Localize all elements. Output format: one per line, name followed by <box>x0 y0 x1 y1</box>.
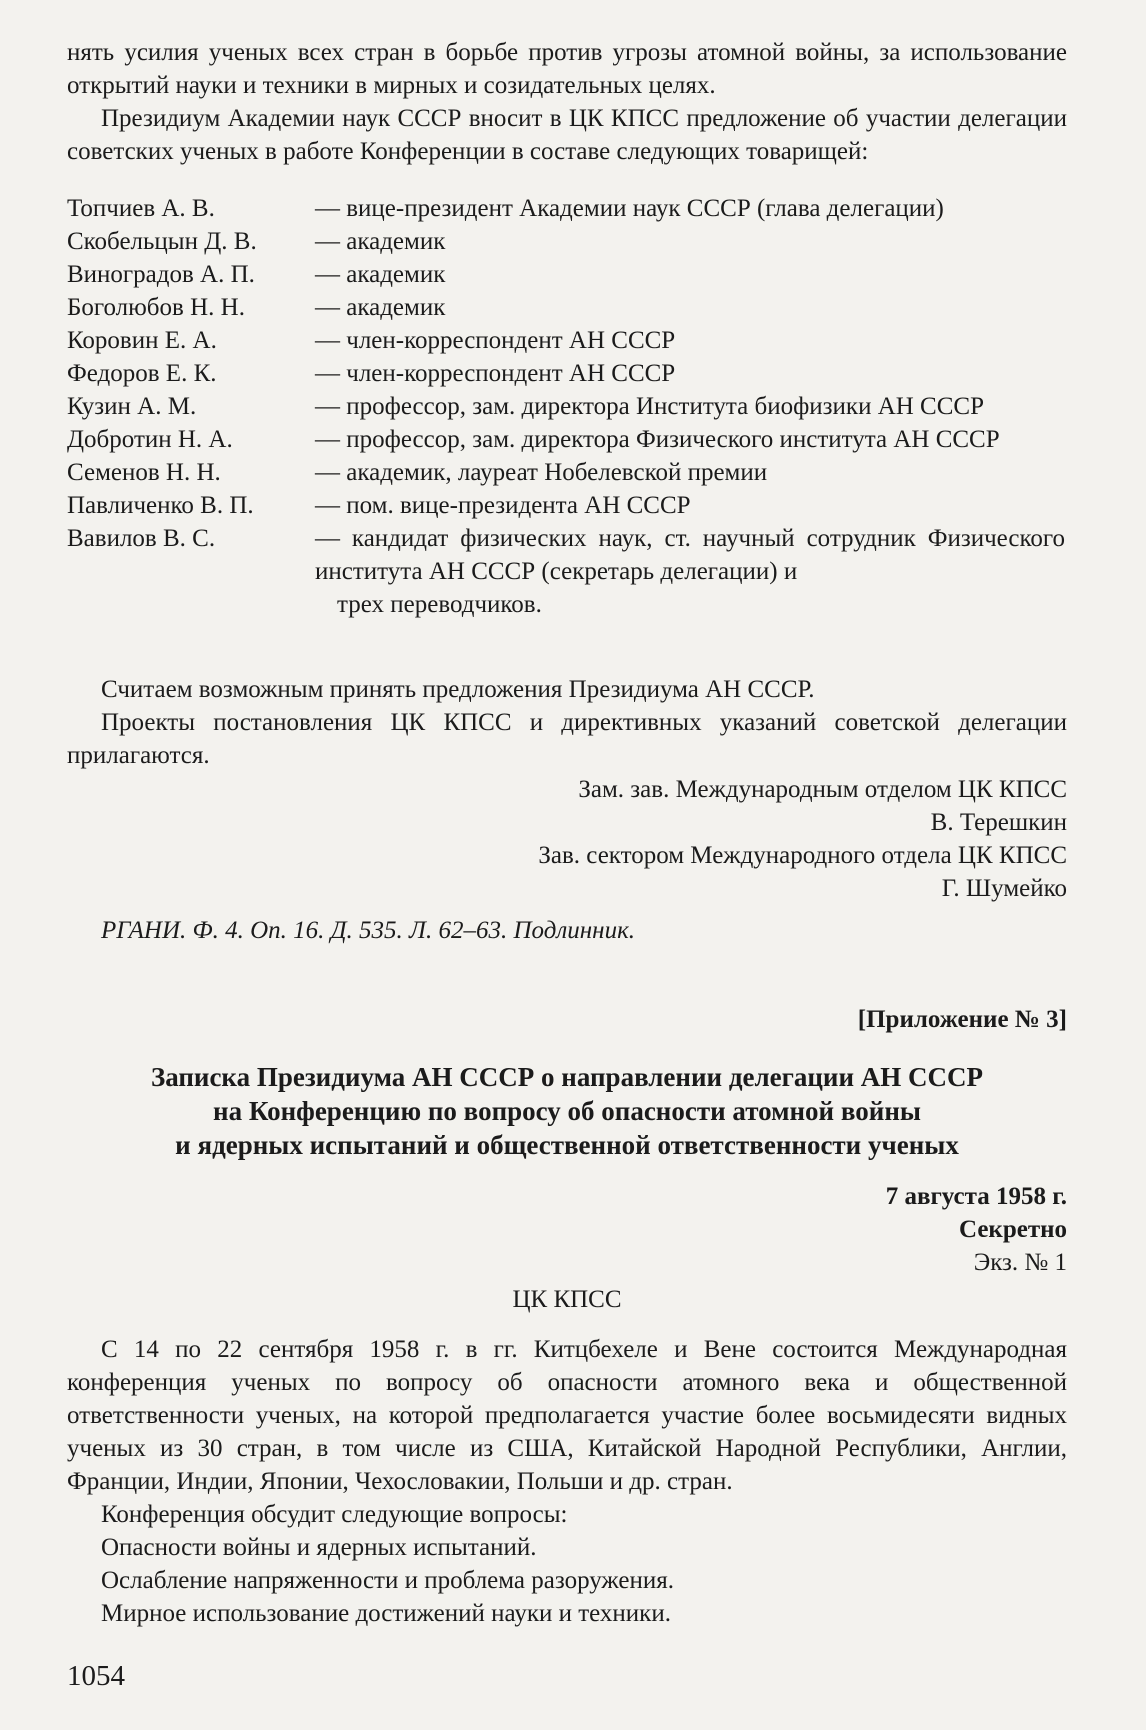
translators-line: трех переводчиков. <box>337 591 542 618</box>
delegation-member <box>67 192 1067 225</box>
member-role: — академик <box>315 261 446 288</box>
delegation-member <box>67 423 1067 456</box>
member-role: — академик <box>315 228 446 255</box>
member-name: Топчиев А. В. <box>67 195 215 222</box>
signature-2-title: Зав. сектором Международного отдела ЦК КПСС <box>538 842 1067 869</box>
delegation-member <box>67 456 1067 489</box>
member-name: Кузин А. М. <box>67 393 197 420</box>
member-name: Вавилов В. С. <box>67 525 216 552</box>
addressee: ЦК КПСС <box>512 1286 622 1313</box>
delegation-list <box>67 192 1067 621</box>
delegation-member <box>67 258 1067 291</box>
intro-paragraph-2: Президиум Академии наук СССР вносит в ЦК КПСС предложение об участии делегации советских ученых в работе Конференции в составе следующих товарищей: <box>67 105 1067 165</box>
closing-paragraph-1: Считаем возможным принять предложения Президиума АН СССР. <box>101 676 815 703</box>
appendix-label: [Приложение № 3] <box>857 1006 1067 1033</box>
member-name: Семенов Н. Н. <box>67 459 221 486</box>
intro-paragraph-1: нять усилия ученых всех стран в борьбе против угрозы атомной войны, за использование открытий науки и техники в мирных и созидательных целях. <box>67 39 1067 99</box>
delegation-member <box>67 225 1067 258</box>
delegation-member <box>67 522 1067 621</box>
member-name: Добротин Н. А. <box>67 426 233 453</box>
appendix-title-line-1: Записка Президиума АН СССР о направлении делегации АН СССР <box>150 1062 984 1092</box>
member-role: — вице-президент Академии наук СССР (глава делегации) <box>315 195 944 222</box>
source-reference: РГАНИ. Ф. 4. Оп. 16. Д. 535. Л. 62–63. Подлинник. <box>101 917 636 944</box>
member-name: Федоров Е. К. <box>67 360 217 387</box>
member-role: — академик <box>315 294 446 321</box>
member-role: — академик, лауреат Нобелевской премии <box>315 459 768 486</box>
appendix-body-paragraph-2: Конференция обсудит следующие вопросы: <box>101 1501 568 1528</box>
delegation-member <box>67 489 1067 522</box>
appendix-title <box>67 1060 1067 1162</box>
question-3: Мирное использование достижений науки и техники. <box>101 1600 671 1627</box>
signature-2-name: Г. Шумейко <box>941 875 1067 902</box>
member-role: — профессор, зам. директора Института биофизики АН СССР <box>315 393 984 420</box>
intro <box>67 36 1067 168</box>
delegation-member <box>67 324 1067 357</box>
signature-1-name: В. Терешкин <box>930 809 1067 836</box>
member-name: Скобельцын Д. В. <box>67 228 257 255</box>
member-name: Виноградов А. П. <box>67 261 255 288</box>
signatures <box>67 773 1067 905</box>
member-name: Коровин Е. А. <box>67 327 217 354</box>
page-number: 1054 <box>67 1660 125 1692</box>
appendix-meta <box>67 1180 1067 1279</box>
appendix-date: 7 августа 1958 г. <box>885 1183 1067 1210</box>
member-role: — член-корреспондент АН СССР <box>315 360 676 387</box>
appendix-body <box>67 1333 1067 1630</box>
copy-number: Экз. № 1 <box>973 1249 1067 1276</box>
closing-paragraph-2: Проекты постановления ЦК КПСС и директивных указаний советской делегации прилагаются. <box>67 709 1067 769</box>
secrecy-stamp: Секретно <box>958 1216 1067 1243</box>
member-role: — кандидат физических наук, ст. научный сотрудник Физического института АН СССР (секретарь делегации) и <box>315 525 1065 585</box>
appendix-label-block <box>67 1003 1067 1036</box>
member-name: Павличенко В. П. <box>67 492 254 519</box>
appendix-title-line-3: и ядерных испытаний и общественной ответственности ученых <box>175 1130 959 1160</box>
delegation-member <box>67 291 1067 324</box>
appendix-title-line-2: на Конференцию по вопросу об опасности атомной войны <box>213 1096 921 1126</box>
member-role: — член-корреспондент АН СССР <box>315 327 676 354</box>
question-1: Опасности войны и ядерных испытаний. <box>101 1534 537 1561</box>
member-role: — пом. вице-президента АН СССР <box>315 492 691 519</box>
delegation-member <box>67 390 1067 423</box>
addressee-block <box>67 1283 1067 1316</box>
closing <box>67 673 1067 772</box>
member-name: Боголюбов Н. Н. <box>67 294 245 321</box>
archive-source <box>67 914 1067 947</box>
appendix-body-paragraph-1: С 14 по 22 сентября 1958 г. в гг. Китцбехеле и Вене состоится Международная конференция ученых по вопросу об опасности атомного века и общественной ответственности ученых, на которой предполагается участие более восьмидесяти видных ученых из 30 стран, в том числе из США, Китайской Народной Республики, Англии, Франции, Индии, Японии, Чехословакии, Польши и др. стран. <box>67 1336 1067 1495</box>
signature-1-title: Зам. зав. Международным отделом ЦК КПСС <box>578 776 1067 803</box>
delegation-member <box>67 357 1067 390</box>
member-role: — профессор, зам. директора Физического института АН СССР <box>315 426 1000 453</box>
question-2: Ослабление напряженности и проблема разоружения. <box>101 1567 674 1594</box>
